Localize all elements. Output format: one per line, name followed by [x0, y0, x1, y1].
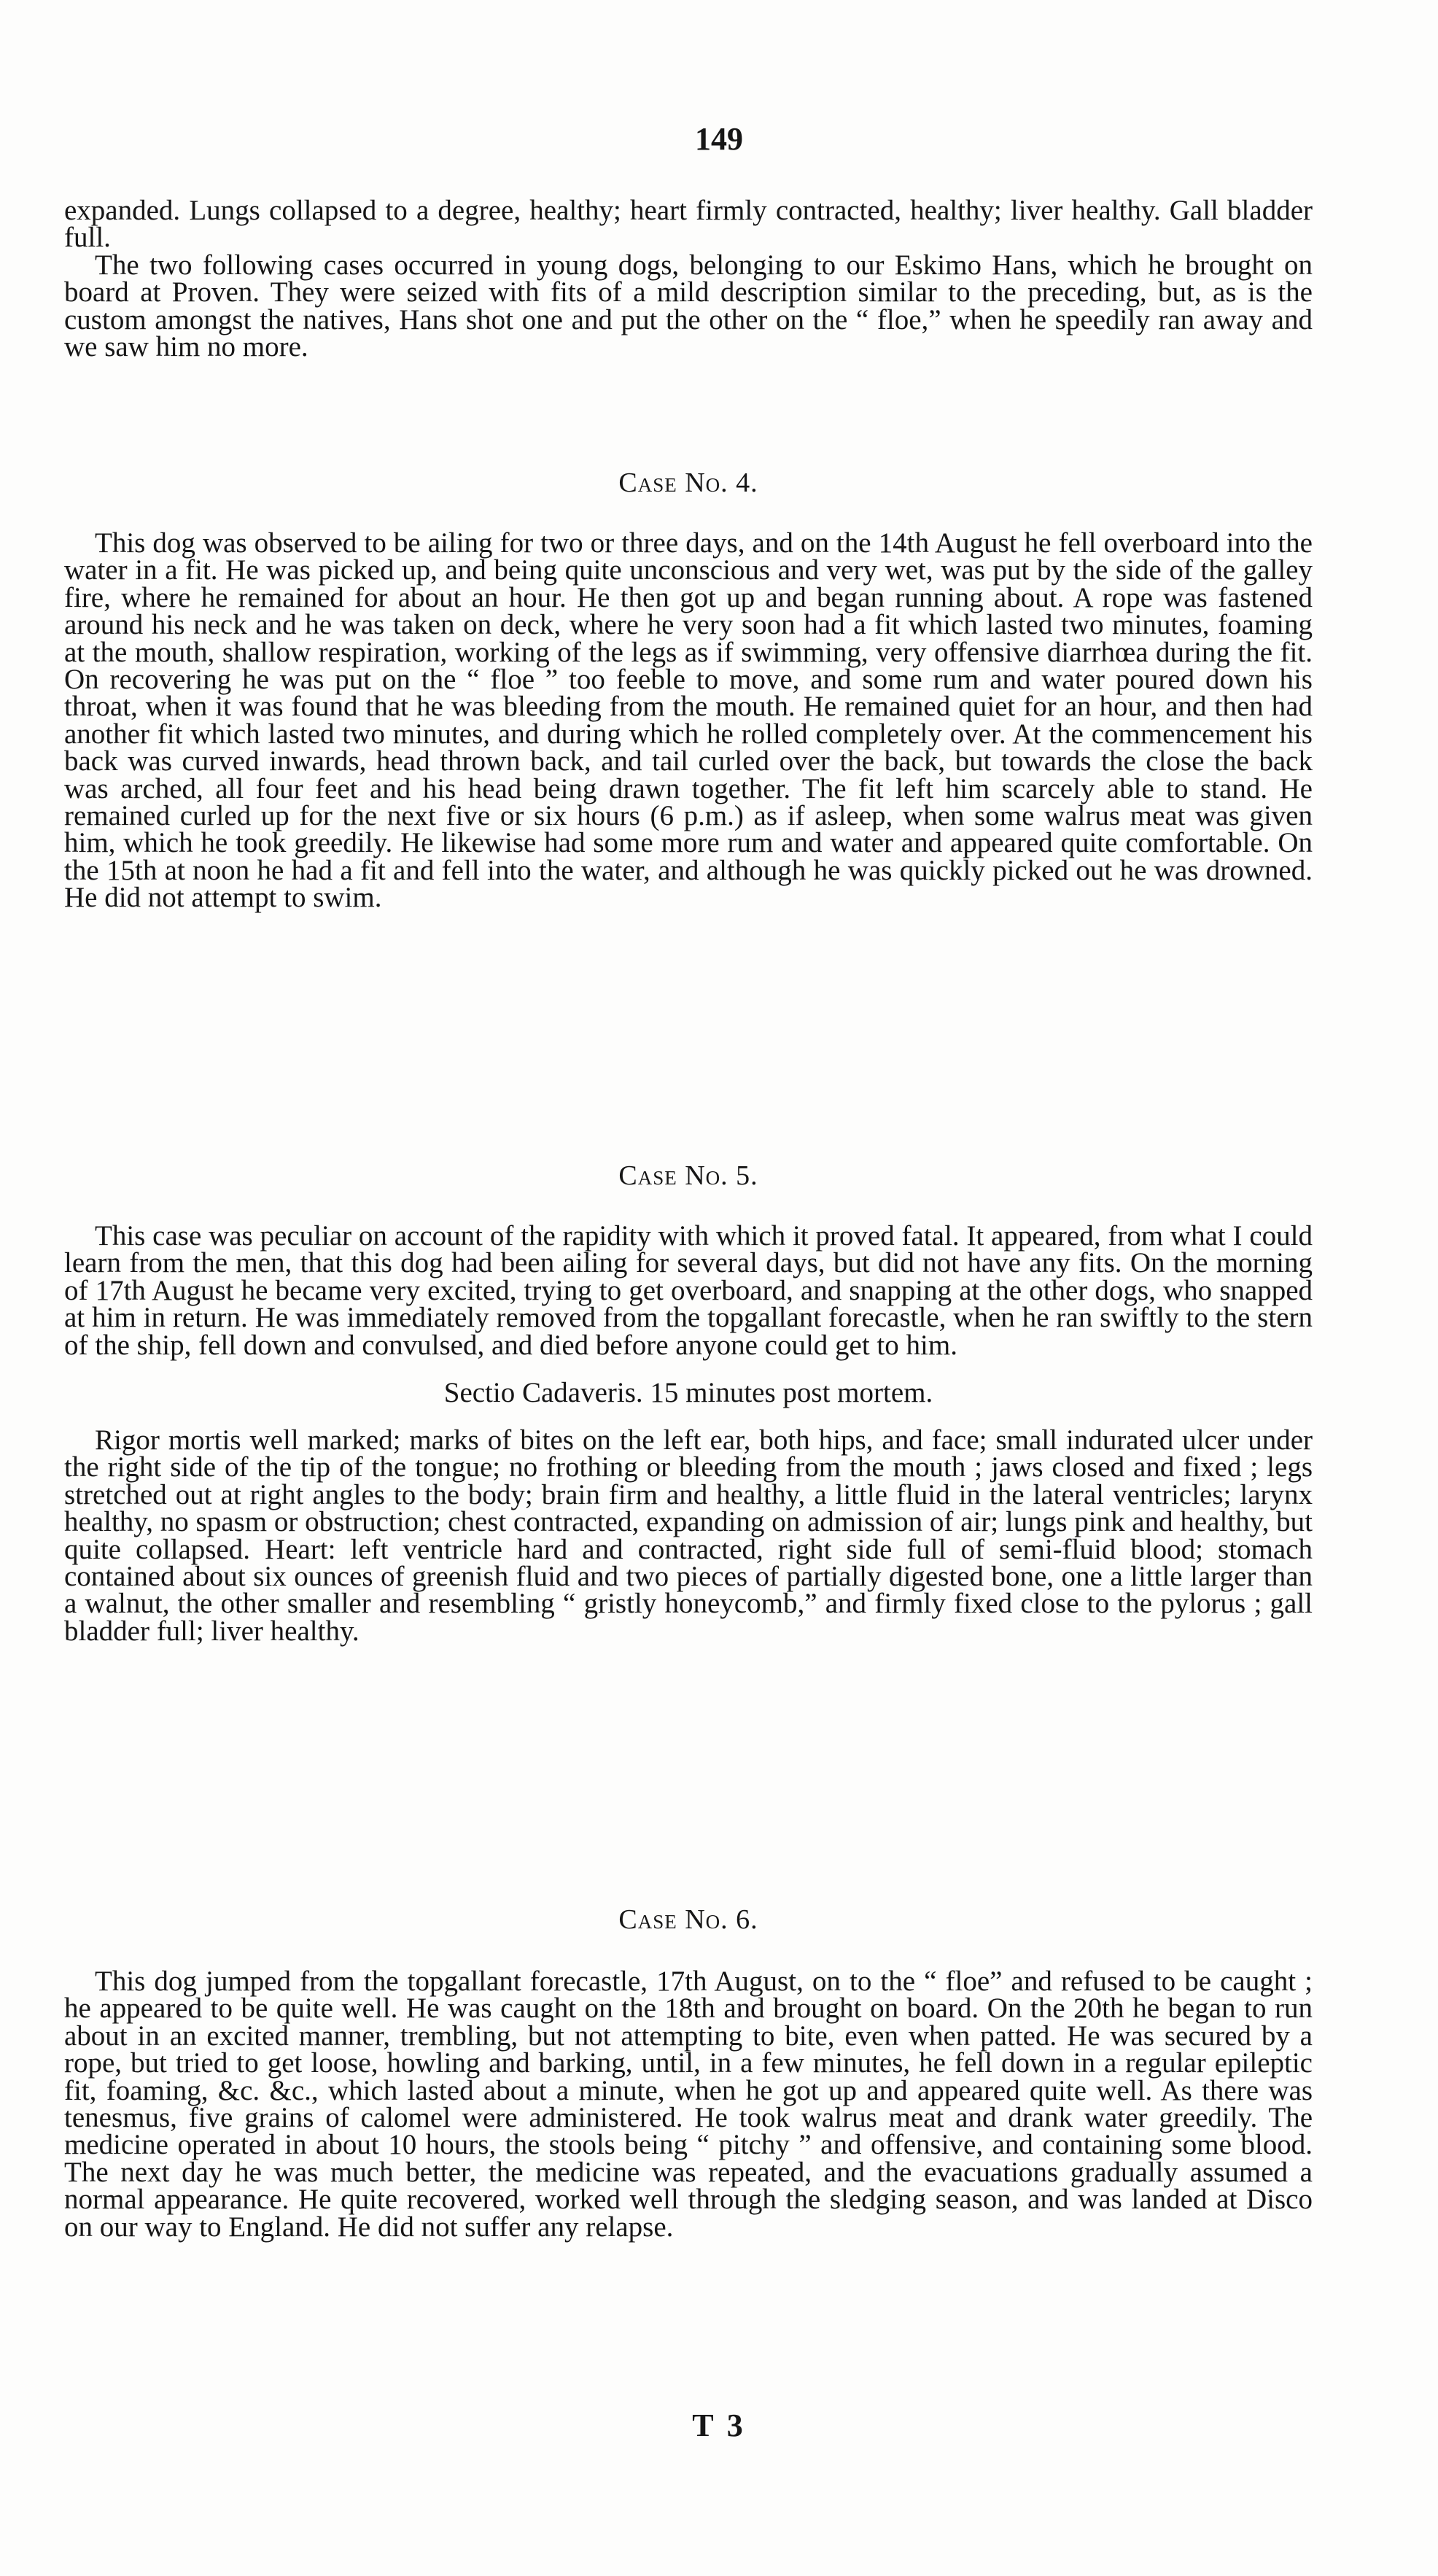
case-4-section	[64, 467, 1313, 912]
autopsy-subheading: Sectio Cadaveris. 15 minutes post mortem.	[443, 1377, 933, 1409]
case-5-paragraph: This case was peculiar on account of the rapidity with which it proved fatal. It appeared, from what I could learn from the men, that this dog had been ailing for several days, but did not have any fits. On the morning of 17th August he became very excited, trying to get overboard, and snapping at the other dogs, who snapped at him in return. He was immediately removed from the topgallant forecastle, when he ran swiftly to the stern of the ship, fell down and convulsed, and died before anyone could get to him.	[64, 1220, 1313, 1361]
intro-paragraph: The two following cases occurred in young dogs, belonging to our Eskimo Hans, which he brought on board at Proven. They were seized with fits of a mild description similar to the preceding, but, as is the custom amongst the natives, Hans shot one and put the other on the “ floe,” when he speedily ran away and we saw him no more.	[64, 249, 1313, 363]
case-5-heading: Case No. 5.	[618, 1160, 758, 1191]
case-4-heading: Case No. 4.	[618, 468, 758, 498]
autopsy-paragraph: Rigor mortis well marked; marks of bites on the left ear, both hips, and face; small indurated ulcer under the right side of the tip of the tongue; no frothing or bleeding from the mouth ; jaws closed and fixed ; legs stretched out at right angles to the body; brain firm and healthy, a little fluid in the lateral ventricles; larynx healthy, no spasm or obstruction; chest contracted, expanding on admission of air; lungs pink and healthy, but quite collapsed. Heart: left ventricle hard and contracted, right side full of semi-fluid blood; stomach contained about six ounces of greenish fluid and two pieces of partially digested bone, one a little larger than a walnut, the other smaller and resembling “ gristly honeycomb,” and firmly fixed close to the pylorus ; gall bladder full; liver healthy.	[64, 1424, 1313, 1647]
case-6-heading: Case No. 6.	[618, 1904, 758, 1935]
case-6-section	[64, 1904, 1313, 2241]
case-5-section	[64, 1160, 1313, 1645]
case-6-paragraph: This dog jumped from the topgallant forecastle, 17th August, on to the “ floe” and refused to be caught ; he appeared to be quite well. He was caught on the 18th and brought on board. On the 20th he began to run about in an excited manner, trembling, but not attempting to bite, even when patted. He was secured by a rope, but tried to get loose, howling and barking, until, in a few minutes, he fell down in a regular epileptic fit, foaming, &c. &c., which lasted about a minute, when he got up and appeared quite well. As there was tenesmus, five grains of calomel were administered. He took walrus meat and drank water greedily. The medicine operated in about 10 hours, the stools being “ pitchy ” and offensive, and containing some blood. The next day he was much better, the medicine was repeated, and the evacuations gradually assumed a normal appearance. He quite recovered, worked well through the sledging season, and was landed at Disco on our way to England. He did not suffer any relapse.	[64, 1966, 1313, 2243]
intro-section	[64, 195, 1313, 363]
case-4-paragraph: This dog was observed to be ailing for two or three days, and on the 14th August he fell overboard into the water in a fit. He was picked up, and being quite unconscious and very wet, was put by the side of the galley fire, where he remained for about an hour. He then got up and began running about. A rope was fastened around his neck and he was taken on deck, where he very soon had a fit which lasted two minutes, foaming at the mouth, shallow respiration, working of the legs as if swimming, very offensive diarrhœa during the fit. On recovering he was put on the “ floe ” too feeble to move, and some rum and water poured down his throat, when it was found that he was bleeding from the mouth. He remained quiet for an hour, and then had another fit which lasted two minutes, and during which he rolled completely over. At the commencement his back was curved inwards, head thrown back, and tail curled over the back, but towards the close the back was arched, all four feet and his head being drawn together. The fit left him scarcely able to stand. He remained curled up for the next five or six hours (6 p.m.) as if asleep, when some walrus meat was given him, which he took greedily. He likewise had some more rum and water and appeared quite comfortable. On the 15th at noon he had a fit and fell into the water, and although he was quickly picked out he was drowned. He did not attempt to swim.	[64, 527, 1313, 914]
signature-mark: T 3	[692, 2408, 746, 2443]
continuation-paragraph: expanded. Lungs collapsed to a degree, healthy; heart firmly contracted, healthy; liver healthy. Gall bladder full.	[64, 195, 1313, 254]
page-number: 149	[695, 121, 743, 157]
